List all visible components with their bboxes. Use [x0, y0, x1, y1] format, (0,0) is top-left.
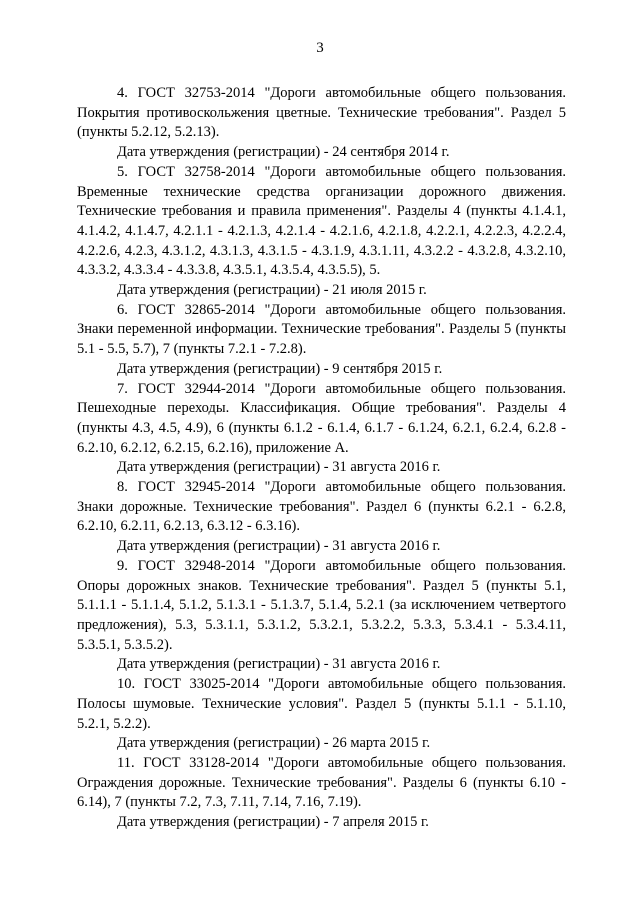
entry-10-text: 10. ГОСТ 33025-2014 "Дороги автомобильные общего пользования. Полосы шумовые. Технические условия". Раздел 5 (пункты 5.1.1 - 5.1.10, 5.2.1, 5.2.2).	[77, 676, 566, 732]
entry-4-text: 4. ГОСТ 32753-2014 "Дороги автомобильные общего пользования. Покрытия противоскольжения цветные. Технические требования". Раздел 5 (пункты 5.2.12, 5.2.13).	[77, 85, 566, 141]
page-content	[77, 84, 566, 833]
entry-6-date: Дата утверждения (регистрации) - 9 сентября 2015 г.	[117, 360, 443, 377]
entry-5-text: 5. ГОСТ 32758-2014 "Дороги автомобильные общего пользования. Временные технические средства организации дорожного движения. Технические требования и правила применения". Разделы 4 (пункты 4.1.4.1, 4.1.4.2, 4.1.4.7, 4.2.1.1 - 4.2.1.3, 4.2.1.4 - 4.2.1.6, 4.2.1.8, 4.2.2.1, 4.2.2.3, 4.2.2.4, 4.2.2.6, 4.2.3, 4.3.1.2, 4.3.1.3, 4.3.1.5 - 4.3.1.9, 4.3.1.11, 4.3.2.2 - 4.3.2.8, 4.3.2.10, 4.3.3.2, 4.3.3.4 - 4.3.3.8, 4.3.5.1, 4.3.5.4, 4.3.5.5), 5.	[77, 163, 566, 279]
entry-6-text: 6. ГОСТ 32865-2014 "Дороги автомобильные общего пользования. Знаки переменной информации. Технические требования". Разделы 5 (пункты 5.1 - 5.5, 5.7), 7 (пункты 7.2.1 - 7.2.8).	[77, 301, 566, 358]
entry-4-date: Дата утверждения (регистрации) - 24 сентября 2014 г.	[117, 144, 450, 161]
entry-7-date: Дата утверждения (регистрации) - 31 августа 2016 г.	[117, 459, 441, 476]
entry-5-date: Дата утверждения (регистрации) - 21 июля 2015 г.	[117, 282, 427, 299]
entry-11-date: Дата утверждения (регистрации) - 7 апреля 2015 г.	[117, 814, 429, 831]
entry-9-text: 9. ГОСТ 32948-2014 "Дороги автомобильные общего пользования. Опоры дорожных знаков. Технические требования". Раздел 5 (пункты 5.1, 5.1.1.1 - 5.1.1.4, 5.1.2, 5.1.3.1 - 5.1.3.7, 5.1.4, 5.2.1 (за исключением четвертого предложения), 5.3, 5.3.1.1, 5.3.1.2, 5.3.2.1, 5.3.2.2, 5.3.3, 5.3.4.1 - 5.3.4.11, 5.3.5.1, 5.3.5.2).	[77, 557, 566, 653]
entry-11-text: 11. ГОСТ 33128-2014 "Дороги автомобильные общего пользования. Ограждения дорожные. Технические требования". Разделы 6 (пункты 6.10 - 6.14), 7 (пункты 7.2, 7.3, 7.11, 7.14, 7.16, 7.19).	[77, 754, 566, 811]
entry-7-text: 7. ГОСТ 32944-2014 "Дороги автомобильные общего пользования. Пешеходные переходы. Классификация. Общие требования". Разделы 4 (пункты 4.3, 4.5, 4.9), 6 (пункты 6.1.2 - 6.1.4, 6.1.7 - 6.1.24, 6.2.1, 6.2.4, 6.2.8 - 6.2.10, 6.2.12, 6.2.15, 6.2.16), приложение А.	[77, 380, 566, 456]
entry-8-text: 8. ГОСТ 32945-2014 "Дороги автомобильные общего пользования. Знаки дорожные. Технические требования". Раздел 6 (пункты 6.2.1 - 6.2.8, 6.2.10, 6.2.11, 6.2.13, 6.3.12 - 6.3.16).	[77, 479, 566, 535]
page-number: 3	[316, 40, 324, 56]
entry-8-date: Дата утверждения (регистрации) - 31 августа 2016 г.	[117, 538, 441, 555]
entry-10-date: Дата утверждения (регистрации) - 26 марта 2015 г.	[117, 735, 431, 752]
entry-9-date: Дата утверждения (регистрации) - 31 августа 2016 г.	[117, 656, 441, 673]
